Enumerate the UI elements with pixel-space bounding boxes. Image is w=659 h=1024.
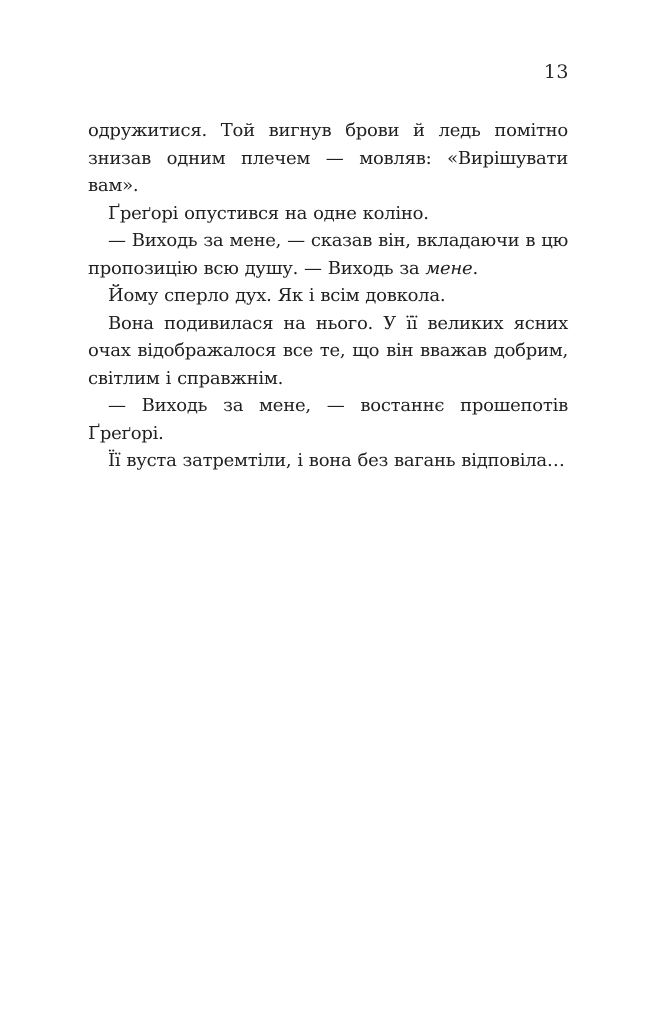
proposal-end: .: [472, 257, 478, 279]
paragraph-continuation: одружитися. Той вигнув брови й ледь помітно знизав одним плечем — мовляв: «Вирішувати вам».: [88, 120, 568, 196]
paragraph-whisper: — Виходь за мене, — востаннє прошепотів Ґреґорі.: [88, 395, 568, 444]
paragraph-look: Вона подивилася на нього. У її великих ясних очах відображалося все те, що він вважав добрим, світлим і справжнім.: [88, 312, 568, 389]
paragraph-breath: Йому сперло дух. Як і всім довкола.: [108, 285, 446, 306]
proposal-emphasis: мене: [425, 257, 473, 279]
paragraph-answer: Її вуста затремтіли, і вона без вагань відповіла…: [108, 450, 565, 471]
body-text: [88, 117, 568, 475]
page-number: 13: [543, 61, 569, 83]
paragraph-proposal: [88, 227, 568, 282]
proposal-text: — Виходь за мене, — сказав він, вкладаючи в цю пропозицію всю душу. — Виходь за: [88, 230, 568, 279]
paragraph-kneel: Ґреґорі опустився на одне коліно.: [108, 202, 429, 224]
